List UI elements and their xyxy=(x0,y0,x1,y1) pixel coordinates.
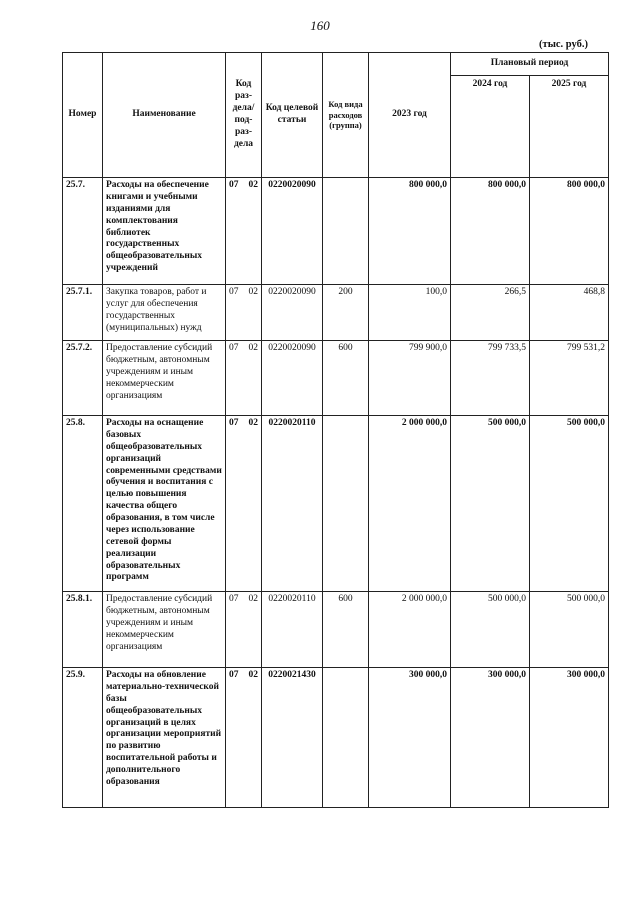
row-razdel xyxy=(226,285,262,341)
row-2024: 500 000,0 xyxy=(451,416,530,592)
row-razdel-code: 07 xyxy=(229,670,239,680)
row-podrazdel-code: 02 xyxy=(248,287,258,297)
page-number: 160 xyxy=(310,18,330,33)
row-2023: 100,0 xyxy=(369,285,451,341)
row-kvr xyxy=(323,178,369,285)
budget-table xyxy=(62,52,609,808)
row-razdel-code: 07 xyxy=(229,418,239,428)
row-razdel xyxy=(226,416,262,592)
row-razdel-code: 07 xyxy=(229,180,239,190)
row-number: 25.8.1. xyxy=(63,592,103,668)
row-2024: 500 000,0 xyxy=(451,592,530,668)
row-podrazdel-code: 02 xyxy=(248,418,258,428)
row-kvr xyxy=(323,416,369,592)
row-kvr: 600 xyxy=(323,341,369,416)
row-kvr: 200 xyxy=(323,285,369,341)
row-kvr: 600 xyxy=(323,592,369,668)
header-nomer: Номер xyxy=(63,53,103,178)
row-number: 25.7.2. xyxy=(63,341,103,416)
row-razdel-code: 07 xyxy=(229,343,239,353)
row-kcs: 0220020090 xyxy=(262,341,323,416)
header-2023: 2023 год xyxy=(369,53,451,178)
row-2023: 2 000 000,0 xyxy=(369,592,451,668)
header-planovy-period: Плановый период xyxy=(451,53,609,76)
row-kcs: 0220020090 xyxy=(262,178,323,285)
row-kcs: 0220020090 xyxy=(262,285,323,341)
row-podrazdel-code: 02 xyxy=(248,180,258,190)
row-razdel xyxy=(226,668,262,808)
row-2025: 800 000,0 xyxy=(530,178,609,285)
row-podrazdel-code: 02 xyxy=(248,594,258,604)
row-2025: 500 000,0 xyxy=(530,592,609,668)
row-name: Расходы на обновление материально-технической базы общеобразовательных организаций в целях организации мероприятий по развитию воспитательной работы и дополнительного образования xyxy=(103,668,226,808)
row-2025: 468,8 xyxy=(530,285,609,341)
header-naimenovanie: Наименование xyxy=(103,53,226,178)
row-2023: 800 000,0 xyxy=(369,178,451,285)
row-2023: 799 900,0 xyxy=(369,341,451,416)
row-razdel xyxy=(226,341,262,416)
row-2023: 2 000 000,0 xyxy=(369,416,451,592)
row-kvr xyxy=(323,668,369,808)
table-row xyxy=(63,416,609,592)
table-row xyxy=(63,592,609,668)
header-kod-razdela: Код раз- дела/ под- раз- дела xyxy=(226,53,262,178)
row-number: 25.8. xyxy=(63,416,103,592)
row-razdel-code: 07 xyxy=(229,594,239,604)
table-row xyxy=(63,178,609,285)
row-podrazdel-code: 02 xyxy=(248,670,258,680)
row-2024: 800 000,0 xyxy=(451,178,530,285)
table-header-row xyxy=(63,53,609,76)
row-podrazdel-code: 02 xyxy=(248,343,258,353)
row-kcs: 0220020110 xyxy=(262,416,323,592)
row-kcs: 0220020110 xyxy=(262,592,323,668)
row-2024: 799 733,5 xyxy=(451,341,530,416)
units-label: (тыс. руб.) xyxy=(539,39,588,50)
row-razdel xyxy=(226,592,262,668)
row-2024: 300 000,0 xyxy=(451,668,530,808)
row-2025: 300 000,0 xyxy=(530,668,609,808)
row-name: Предоставление субсидий бюджетным, автономным учреждениям и иным некоммерческим организациям xyxy=(103,341,226,416)
row-kcs: 0220021430 xyxy=(262,668,323,808)
table-row xyxy=(63,341,609,416)
row-2025: 500 000,0 xyxy=(530,416,609,592)
header-2024: 2024 год xyxy=(451,76,530,178)
row-2023: 300 000,0 xyxy=(369,668,451,808)
table-row xyxy=(63,668,609,808)
row-2025: 799 531,2 xyxy=(530,341,609,416)
header-2025: 2025 год xyxy=(530,76,609,178)
header-kod-vida: Код вида расходов (группа) xyxy=(323,53,369,178)
row-2024: 266,5 xyxy=(451,285,530,341)
row-name: Закупка товаров, работ и услуг для обеспечения государственных (муниципальных) нужд xyxy=(103,285,226,341)
row-number: 25.7. xyxy=(63,178,103,285)
row-razdel-code: 07 xyxy=(229,287,239,297)
row-name: Расходы на обеспечение книгами и учебными изданиями для комплектования библиотек государственных общеобразовательных учреждений xyxy=(103,178,226,285)
header-kod-tselevoy: Код целевой статьи xyxy=(262,53,323,178)
row-name: Предоставление субсидий бюджетным, автономным учреждениям и иным некоммерческим организациям xyxy=(103,592,226,668)
row-name: Расходы на оснащение базовых общеобразовательных организаций современными средствами обучения и воспитания с целью повышения качества общего образования, в том числе через использование сетевой формы реализации образовательных программ xyxy=(103,416,226,592)
table-row xyxy=(63,285,609,341)
row-razdel xyxy=(226,178,262,285)
row-number: 25.7.1. xyxy=(63,285,103,341)
row-number: 25.9. xyxy=(63,668,103,808)
